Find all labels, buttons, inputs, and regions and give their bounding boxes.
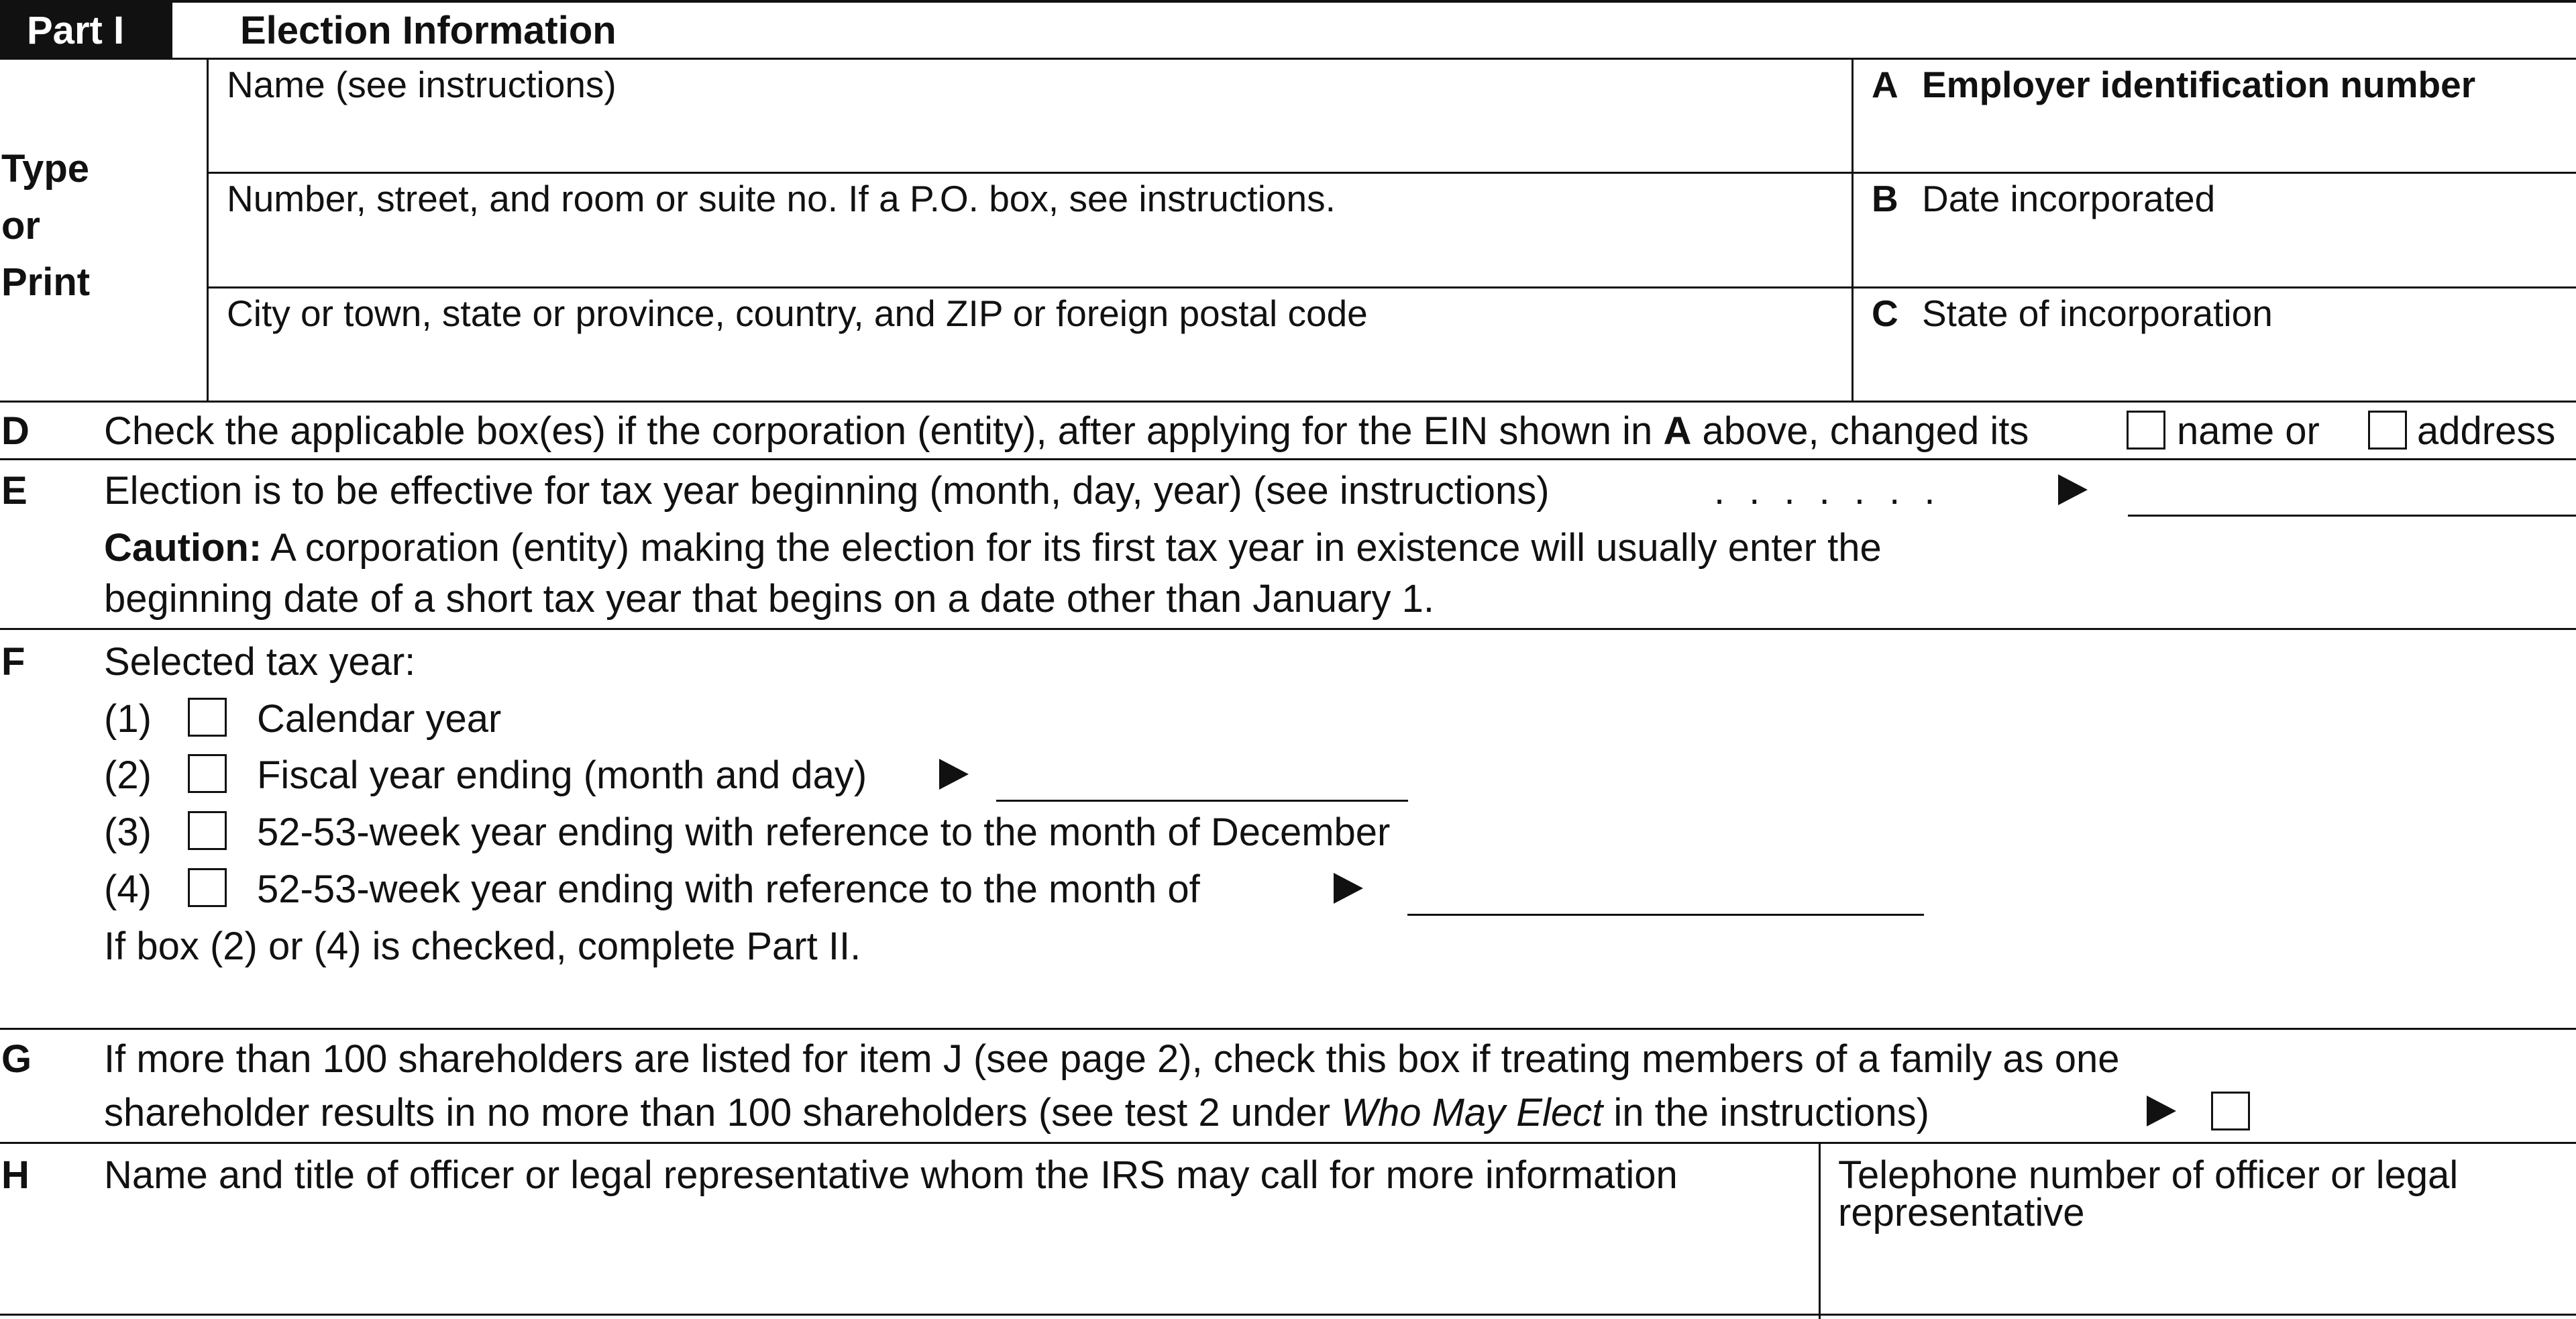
fiscal-year-ending-input[interactable]	[996, 751, 1411, 800]
name-change-checkbox[interactable]	[2127, 411, 2165, 450]
fiscal-year-checkbox[interactable]	[188, 754, 227, 793]
line-f-bottom-border	[0, 1028, 2576, 1030]
fiscal-year-ending-underline	[996, 800, 1408, 802]
date-incorporated-input[interactable]	[1872, 221, 2565, 276]
line-f-note: If box (2) or (4) is checked, complete Part II.	[104, 925, 861, 968]
side-label-or: or	[1, 204, 40, 248]
part-label: Part I	[27, 9, 125, 52]
state-incorporation-label: State of incorporation	[1922, 293, 2273, 334]
top-border	[0, 0, 2576, 3]
line-e-leader-dots: . . . . . . .	[1714, 469, 1935, 513]
option-3-text: 52-53-week year ending with reference to the month of December	[257, 810, 1391, 854]
line-g-text-1: If more than 100 shareholders are listed for item J (see page 2), check this box if treating members of a family as one	[104, 1037, 2120, 1081]
caution-label: Caution:	[104, 526, 262, 570]
effective-date-input[interactable]	[2128, 466, 2576, 514]
line-g-text-2a: shareholder results in no more than 100 shareholders (see test 2 under	[104, 1091, 1331, 1135]
line-e-arrow-icon	[2058, 474, 2088, 505]
side-label-type: Type	[1, 147, 90, 191]
line-g-letter: G	[1, 1037, 32, 1081]
line-g-text-italic: Who May Elect	[1341, 1091, 1603, 1135]
state-incorporation-letter: C	[1872, 293, 1898, 334]
row-divider-1	[207, 172, 2576, 174]
state-incorporation-input[interactable]	[1872, 335, 2565, 390]
week-year-month-input[interactable]	[1407, 865, 1927, 914]
line-e-text: Election is to be effective for tax year beginning (month, day, year) (see instructions)	[104, 469, 1550, 513]
line-g-text-2b: in the instructions)	[1613, 1091, 1929, 1135]
line-g-arrow-icon	[2147, 1096, 2176, 1126]
phone-input[interactable]	[1838, 1241, 2565, 1303]
line-h-column-divider	[1819, 1142, 1821, 1319]
option-2-text: Fiscal year ending (month and day)	[257, 753, 867, 797]
calendar-year-checkbox[interactable]	[188, 698, 227, 737]
option-2-number: (2)	[104, 753, 152, 797]
ein-label: Employer identification number	[1922, 64, 2476, 105]
block-bottom-border	[0, 401, 2576, 403]
name-input[interactable]	[221, 107, 1841, 162]
part-title: Election Information	[240, 9, 616, 52]
right-column-divider	[1851, 58, 1854, 401]
ein-input[interactable]	[1872, 107, 2565, 162]
line-d-text-part2: above, changed its	[1702, 409, 2029, 453]
phone-label-line-1: Telephone number of officer or legal	[1838, 1153, 2459, 1197]
side-label-print: Print	[1, 260, 91, 304]
week-year-other-month-checkbox[interactable]	[188, 868, 227, 907]
line-h-text: Name and title of officer or legal representative whom the IRS may call for more information	[104, 1153, 1678, 1197]
line-h-letter: H	[1, 1153, 30, 1197]
line-e-bottom-border	[0, 628, 2576, 630]
line-g-text-2	[104, 1091, 1929, 1135]
ein-letter: A	[1872, 64, 1898, 105]
line-d-text	[104, 409, 2029, 453]
caution-text-1: A corporation (entity) making the election for its first tax year in existence will usually enter the	[270, 526, 1882, 570]
week-year-arrow-icon	[1334, 873, 1363, 904]
effective-date-underline	[2128, 515, 2576, 517]
option-4-number: (4)	[104, 867, 152, 911]
street-input[interactable]	[221, 221, 1841, 276]
line-d-text-part1: Check the applicable box(es) if the corporation (entity), after applying for the EIN shown in	[104, 409, 1653, 453]
family-shareholder-checkbox[interactable]	[2211, 1092, 2250, 1130]
city-field-label: City or town, state or province, country, and ZIP or foreign postal code	[227, 293, 1368, 334]
name-change-label: name or	[2177, 409, 2320, 453]
line-d-text-bold: A	[1663, 409, 1692, 453]
line-d-bottom-border	[0, 458, 2576, 460]
street-field-label: Number, street, and room or suite no. If a P.O. box, see instructions.	[227, 178, 1336, 219]
option-3-number: (3)	[104, 810, 152, 854]
address-change-label: address	[2417, 409, 2556, 453]
city-input[interactable]	[221, 335, 1841, 390]
address-change-checkbox[interactable]	[2368, 411, 2407, 450]
date-incorporated-label: Date incorporated	[1922, 178, 2216, 219]
option-4-text: 52-53-week year ending with reference to the month of	[257, 867, 1200, 911]
bottom-border	[0, 1314, 2576, 1316]
name-field-label: Name (see instructions)	[227, 64, 616, 105]
caution-line-1	[104, 526, 1882, 570]
date-incorporated-letter: B	[1872, 178, 1898, 219]
line-e-letter: E	[1, 469, 28, 513]
line-g-bottom-border	[0, 1142, 2576, 1144]
row-divider-2	[207, 286, 2576, 288]
caution-line-2: beginning date of a short tax year that begins on a date other than January 1.	[104, 577, 1435, 621]
line-f-title: Selected tax year:	[104, 640, 416, 684]
officer-name-title-input[interactable]	[104, 1208, 1811, 1303]
phone-label-line-2: representative	[1838, 1191, 2085, 1234]
fiscal-year-arrow-icon	[939, 759, 969, 790]
left-column-divider	[207, 58, 209, 401]
week-year-december-checkbox[interactable]	[188, 811, 227, 850]
option-1-number: (1)	[104, 697, 152, 741]
line-d-letter: D	[1, 409, 30, 453]
week-year-month-underline	[1407, 914, 1924, 916]
header-divider	[0, 58, 2576, 60]
option-1-text: Calendar year	[257, 697, 502, 741]
line-f-letter: F	[1, 640, 25, 684]
